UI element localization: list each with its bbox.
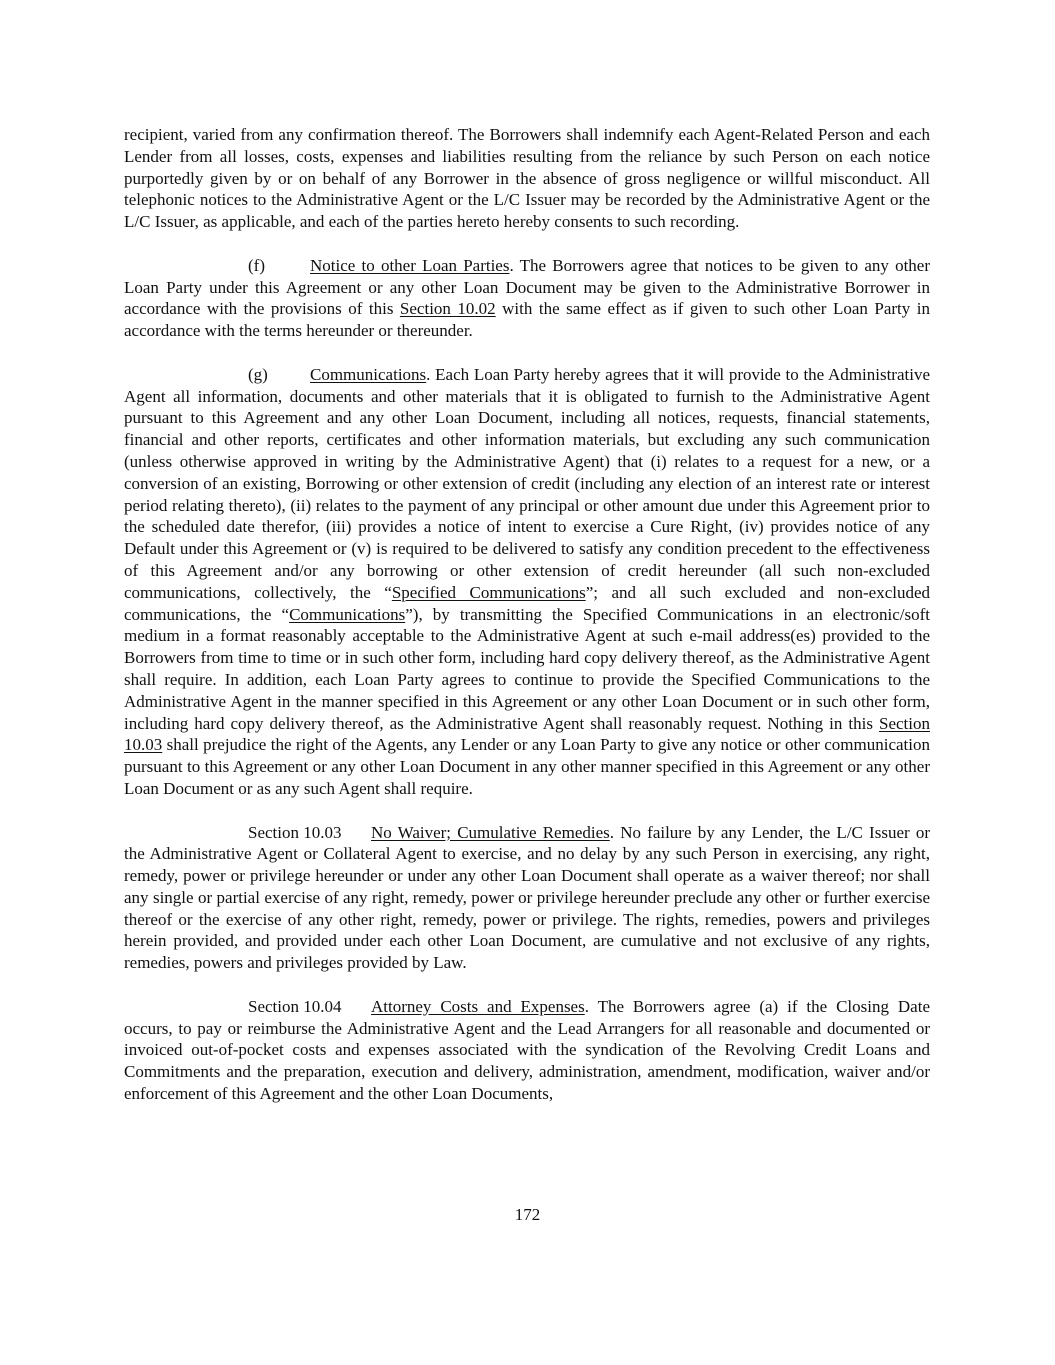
document-page: [124, 124, 930, 1127]
paragraph-text: . The Borrowers agree (a) if the Closing Date occurs, to pay or reimburse the Administrative Agent and the Lead Arrangers for all reasonable and documented or invoiced out-of-pocket costs and expenses associated with the syndication of the Revolving Credit Loans and Commitments and the preparation, execution and delivery, administration, amendment, modification, waiver and/or enforcement of this Agreement and the other Loan Documents,: [124, 996, 930, 1104]
paragraph-text: ”; and all such excluded and non-excluded communications, the “: [124, 582, 931, 624]
paragraph-text: . The Borrowers agree that notices to be given to any other Loan Party under this Agreement or any other Loan Document may be given to the Administrative Borrower in accordance with the provisions of this: [124, 255, 931, 319]
section-number: Section 10.04: [248, 996, 342, 1016]
clause-heading: Communications: [310, 364, 427, 384]
section-10-03: [124, 822, 930, 975]
paragraph-text: . Each Loan Party hereby agrees that it will provide to the Administrative Agent all information, documents and other materials that it is obligated to furnish to the Administrative Agent pursuant to this Agreement and any other Loan Document, including all notices, requests, financial statements, financial and other reports, certificates and other information materials, but excluding any such communication (unless otherwise approved in writing by the Administrative Agent) that (i) relates to a request for a new, or a conversion of an existing, Borrowing or other extension of credit (including any election of an interest rate or interest period relating thereto), (ii) relates to the payment of any principal or other amount due under this Agreement prior to the scheduled date therefor, (iii) provides a notice of intent to exercise a Cure Right, (iv) provides notice of any Default under this Agreement or (v) is required to be delivered to satisfy any condition precedent to the effectiveness of this Agreement and/or any borrowing or other extension of credit hereunder (all such non-excluded communications, collectively, the “: [124, 364, 930, 602]
page-number: 172: [514, 1205, 541, 1224]
paragraph-text: with the same effect as if given to such other Loan Party in accordance with the terms hereunder or thereunder.: [124, 299, 930, 341]
clause-label: (g): [248, 364, 268, 384]
section-number: Section 10.03: [248, 822, 342, 842]
clause-heading: Notice to other Loan Parties: [310, 255, 510, 275]
paragraph-text: shall prejudice the right of the Agents, any Lender or any Loan Party to give any notice or other communication pursuant to this Agreement or any other Loan Document in any other manner specified in this Agreement or any other Loan Document or as any such Agent shall require.: [124, 735, 930, 798]
defined-term: Specified Communications: [391, 582, 586, 602]
paragraph-text: recipient, varied from any confirmation thereof. The Borrowers shall indemnify each Agent-Related Person and each Lender from all losses, costs, expenses and liabilities resulting from the reliance by such Person on each notice purportedly given by or on behalf of any Borrower in the absence of gross negligence or willful misconduct. All telephonic notices to the Administrative Agent or the L/C Issuer may be recorded by the Administrative Agent or the L/C Issuer, as applicable, and each of the parties hereto hereby consents to such recording.: [124, 125, 930, 232]
defined-term: Communications: [289, 604, 406, 624]
section-10-04: [124, 996, 930, 1105]
section-reference: Section 10.02: [399, 299, 496, 319]
section-reference: Section 10.03: [124, 713, 930, 755]
section-heading: No Waiver; Cumulative Remedies: [371, 822, 610, 842]
paragraph-text: ”), by transmitting the Specified Communications in an electronic/soft medium in a format reasonably acceptable to the Administrative Agent at such e-mail address(es) provided to the Borrowers from time to time or in such other form, including hard copy delivery thereof, as the Administrative Agent shall require. In addition, each Loan Party agrees to continue to provide the Specified Communications to the Administrative Agent in the manner specified in this Agreement or any other Loan Document or in such other form, including hard copy delivery thereof, as the Administrative Agent shall reasonably request. Nothing in this: [124, 604, 930, 733]
paragraph-text: . No failure by any Lender, the L/C Issuer or the Administrative Agent or Collateral Agent to exercise, and no delay by any such Person in exercising, any right, remedy, power or privilege hereunder or under any other Loan Document shall operate as a waiver thereof; nor shall any single or partial exercise of any right, remedy, power or privilege hereunder preclude any other or further exercise thereof or the exercise of any other right, remedy, power or privilege. The rights, remedies, powers and privileges herein provided, and provided under each other Loan Document, are cumulative and not exclusive of any rights, remedies, powers and privileges provided by Law.: [124, 822, 930, 973]
paragraph-continuation: [124, 124, 930, 233]
section-heading: Attorney Costs and Expenses: [371, 996, 585, 1016]
paragraph-notice-to-other-loan-parties: [124, 255, 930, 342]
clause-label: (f): [248, 255, 265, 275]
paragraph-communications: [124, 364, 930, 800]
